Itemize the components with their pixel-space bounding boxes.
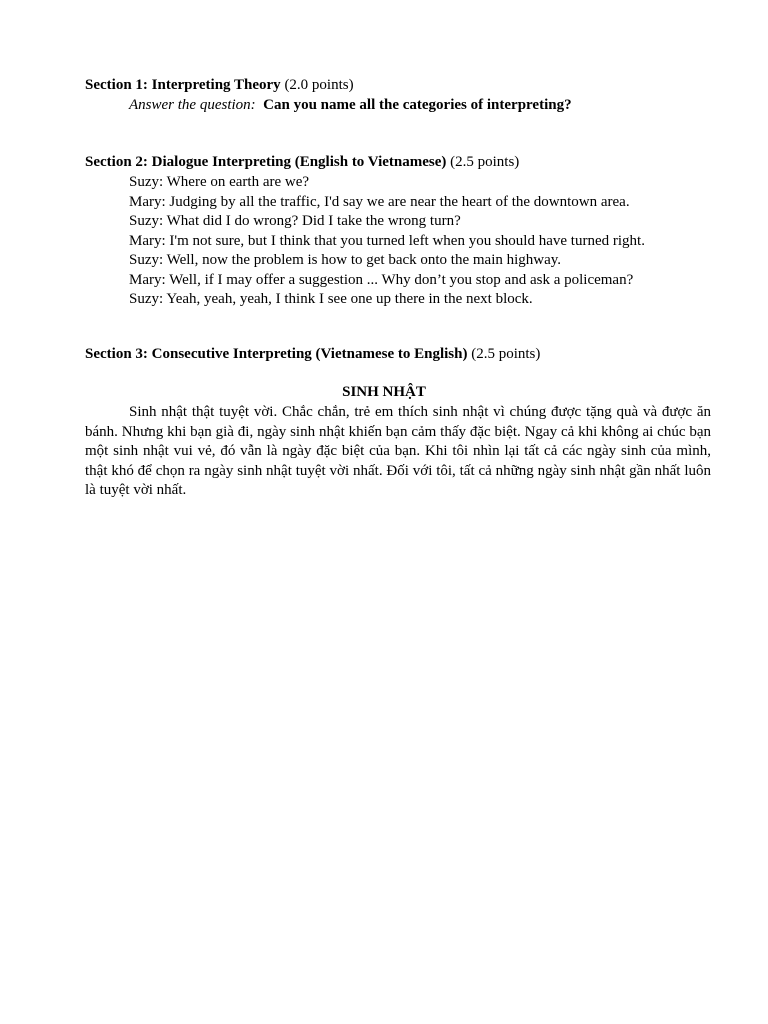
question-label: Answer the question: <box>129 97 256 113</box>
section-1-title: Section 1: Interpreting Theory <box>85 77 281 93</box>
section-3-points: (2.5 points) <box>471 346 541 362</box>
section-1-points: (2.0 points) <box>284 77 354 93</box>
section-2-points: (2.5 points) <box>450 154 520 170</box>
dialogue-line: Suzy: Where on earth are we? <box>129 174 310 190</box>
section-1-heading <box>85 76 354 96</box>
dialogue-line: Mary: I'm not sure, but I think that you turned left when you should have turned right. <box>129 232 645 249</box>
dialogue-list <box>129 173 645 310</box>
dialogue-line: Mary: Judging by all the traffic, I'd say we are near the heart of the downtown area. <box>129 193 630 210</box>
dialogue-line: Mary: Well, if I may offer a suggestion ... Why don’t you stop and ask a policeman? <box>129 271 634 288</box>
dialogue-line: Suzy: Well, now the problem is how to get back onto the main highway. <box>129 252 562 268</box>
question-text: Can you name all the categories of interpreting? <box>263 97 572 113</box>
section-2-title: Section 2: Dialogue Interpreting (English to Vietnamese) <box>85 154 447 170</box>
section-2-heading <box>85 153 519 173</box>
passage-body: Sinh nhật thật tuyệt vời. Chắc chắn, trẻ em thích sinh nhật vì chúng được tặng quà và được ăn bánh. Nhưng khi bạn già đi, ngày sinh nhật khiến bạn cảm thấy đặc biệt. Ngay cả khi không ai chúc bạn một sinh nhật vui vẻ, đó vẫn là ngày đặc biệt của bạn. Khi tôi nhìn lại tất cả các ngày sinh của mình, thật khó để chọn ra ngày sinh nhật tuyệt vời nhất. Đối với tôi, tất cả những ngày sinh nhật gần nhất luôn là tuyệt vời nhất. <box>85 404 711 498</box>
dialogue-line: Suzy: Yeah, yeah, yeah, I think I see one up there in the next block. <box>129 291 533 307</box>
passage-title: SINH NHẬT <box>342 384 426 400</box>
section-3-title: Section 3: Consecutive Interpreting (Vietnamese to English) <box>85 346 468 362</box>
section-1-question-line <box>129 96 572 116</box>
section-3-heading <box>85 345 540 365</box>
dialogue-line: Suzy: What did I do wrong? Did I take the wrong turn? <box>129 213 461 229</box>
